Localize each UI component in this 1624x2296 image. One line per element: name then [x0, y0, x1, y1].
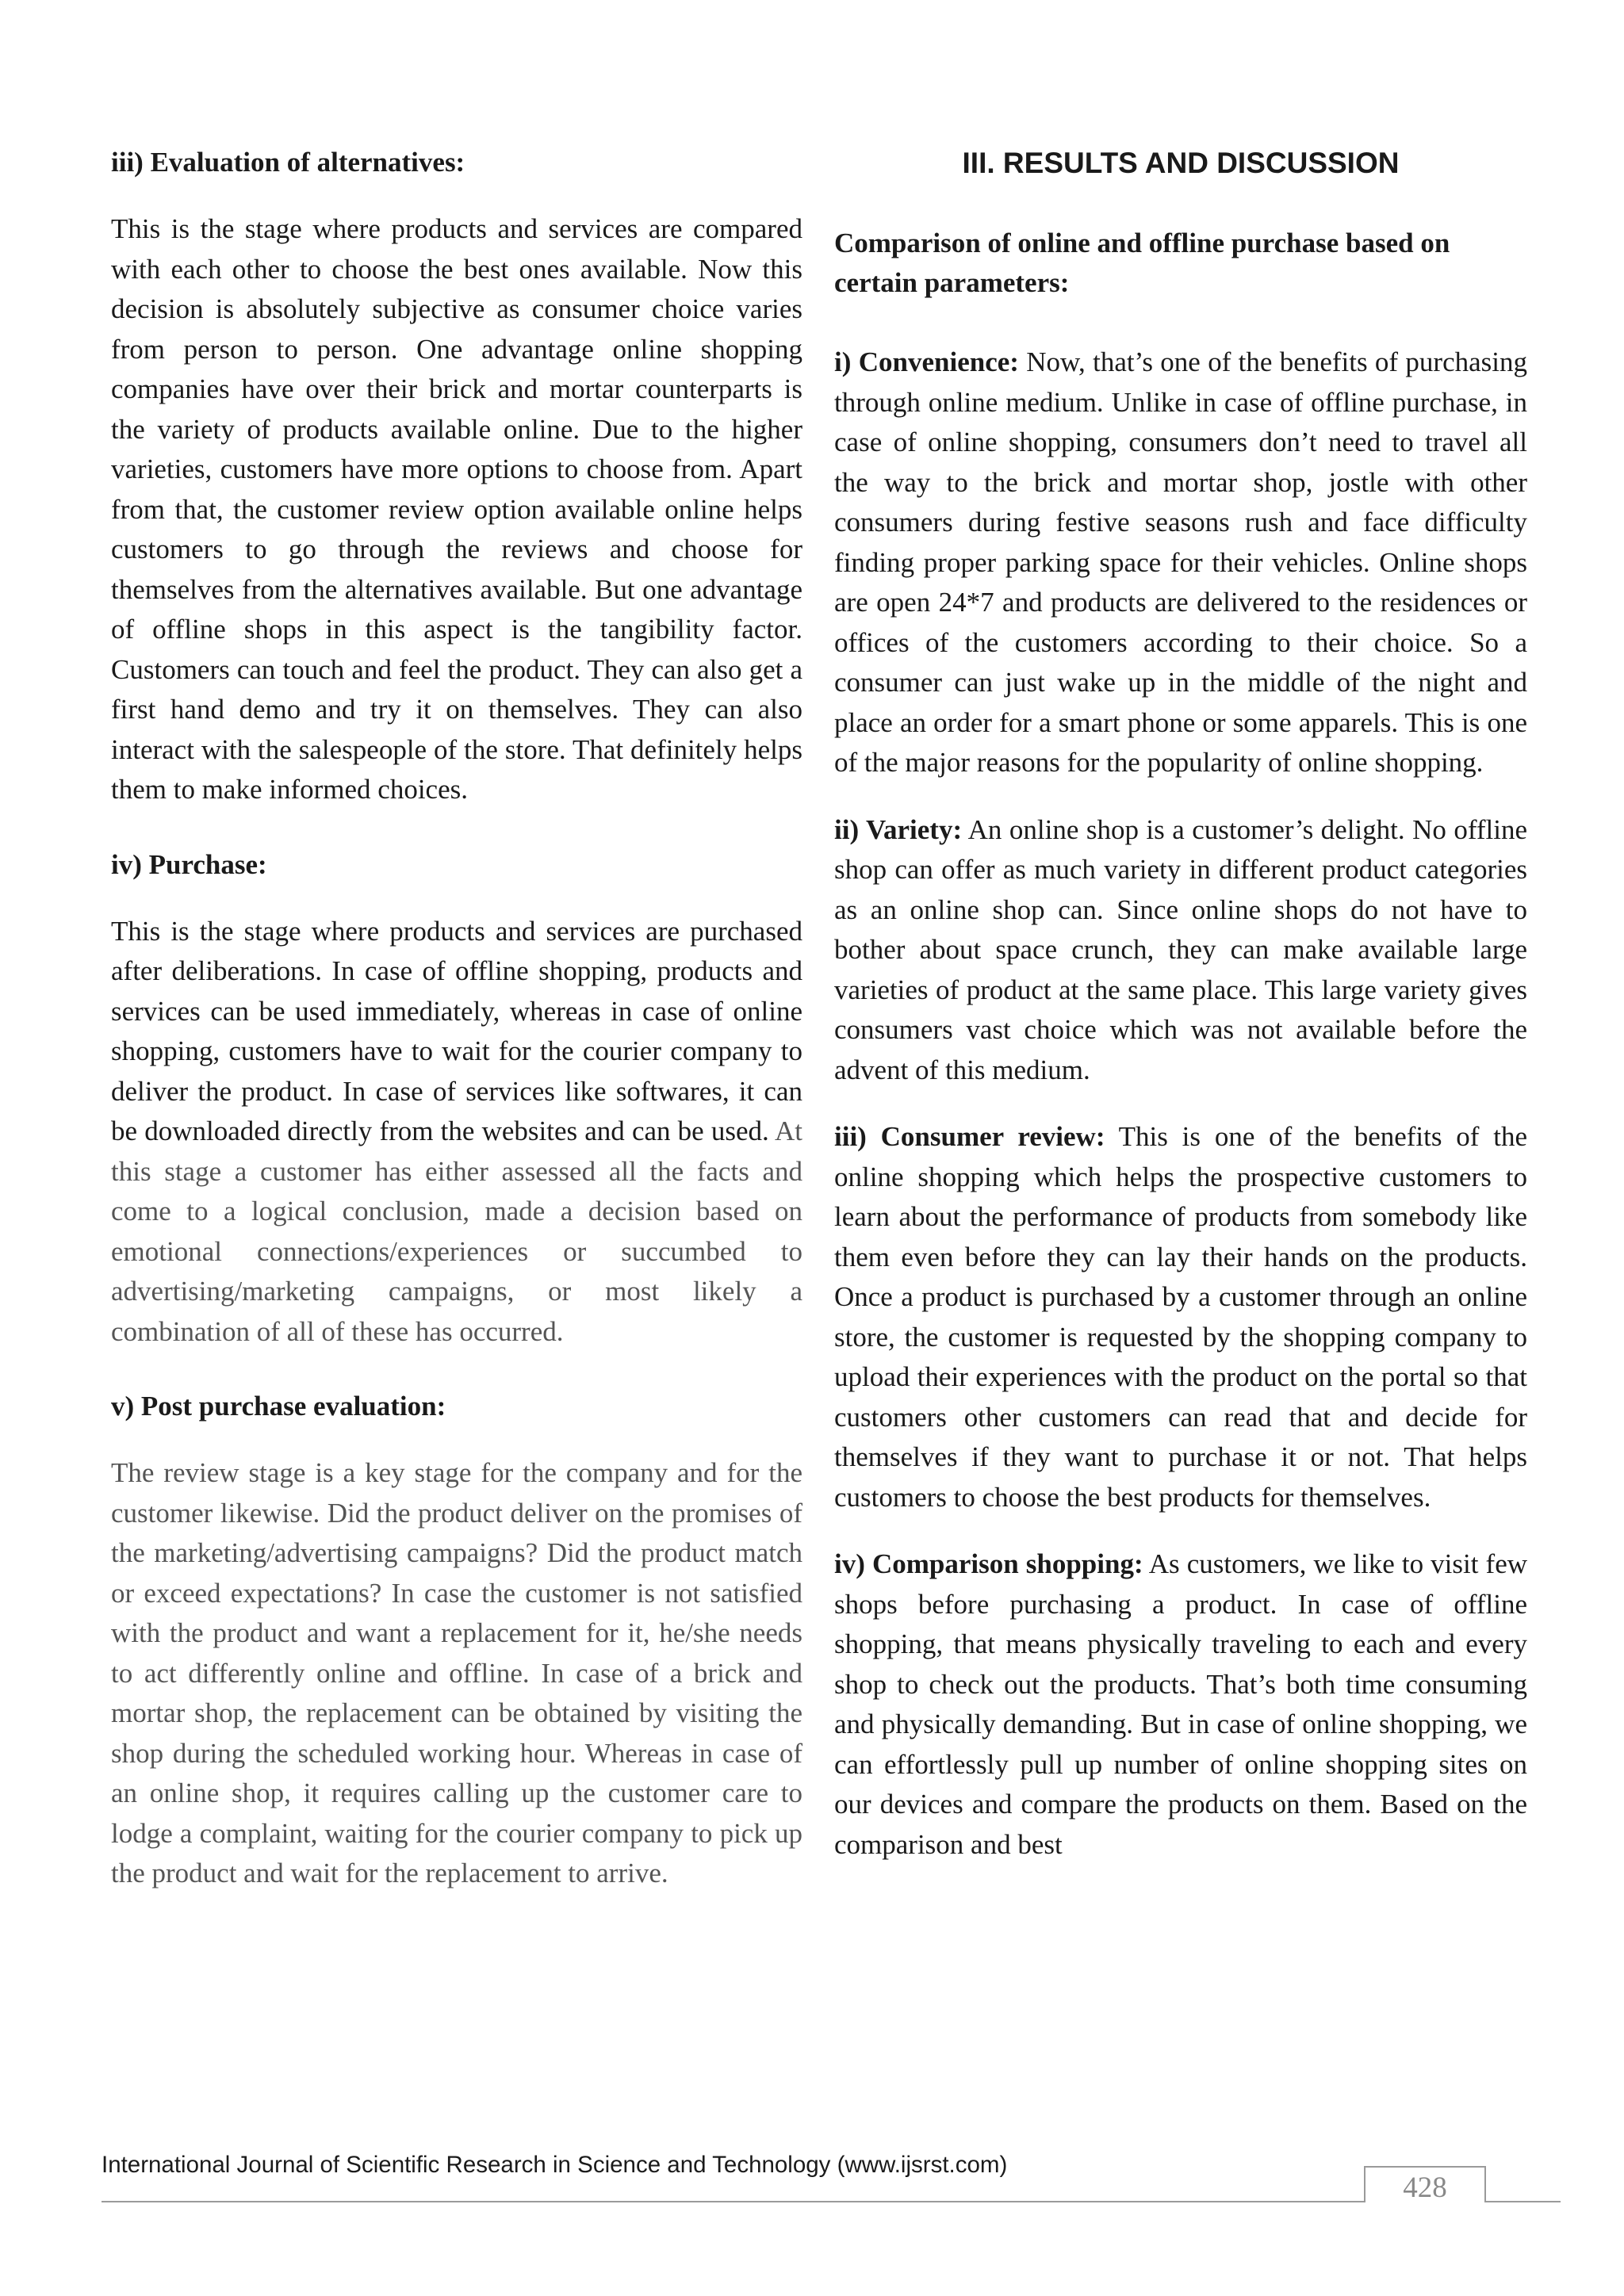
item-comparison-shopping	[834, 1544, 1527, 1865]
left-column	[111, 143, 802, 1894]
item-convenience	[834, 342, 1527, 783]
item-consumer-review-text: This is one of the benefits of the online shopping which helps the prospective customers to learn about the performance of products from somebody like them even before they can lay their hands on the products. Once a product is purchased by a customer through an online store, the customer is requested by the shopping company to upload their experiences with the product on the portal so that customers other customers can read that and decide for themselves if they want to purchase it or not. That helps customers to choose the best products for themselves.	[834, 1121, 1528, 1513]
item-comparison-shopping-text: As customers, we like to visit few shops before purchasing a product. In case of offline shopping, that means physically traveling to each and every shop to check out the products. That’s both time consuming and physically demanding. But in case of online shopping, we can effortlessly pull up number of online shopping sites on our devices and compare the products on them. Based on the comparison and best	[834, 1548, 1528, 1860]
paragraph-evaluation-of-alternatives: This is the stage where products and services are compared with each other to choose the best ones available. Now this decision is absolutely subjective as consumer choice varies from person to person. One advantage online shopping companies have over their brick and mortar counterparts is the variety of products available online. Due to the higher varieties, customers have more options to choose from. Apart from that, the customer review option available online helps customers to go through the reviews and choose for themselves from the alternatives available. But one advantage of offline shops in this aspect is the tangibility factor. Customers can touch and feel the product. They can also get a first hand demo and try it on themselves. They can also interact with the salespeople of the store. That definitely helps them to make informed choices.	[111, 213, 802, 805]
heading-evaluation-of-alternatives: iii) Evaluation of alternatives:	[111, 147, 465, 178]
heading-purchase: iv) Purchase:	[111, 848, 267, 880]
comparison-heading: Comparison of online and offline purchase based on certain parameters:	[834, 228, 1450, 298]
paragraph-purchase-main: This is the stage where products and services are purchased after deliberations. In case of offline shopping, products and services can be used immediately, whereas in case of online shopping, customers have to wait for the courier company to deliver the product. In case of services like softwares, it can be downloaded directly from the websites and can be used.	[111, 915, 802, 1146]
footer-divider	[102, 2201, 1561, 2202]
page-number-box	[1364, 2166, 1486, 2202]
footer-journal-name: International Journal of Scientific Research in Science and Technology (www.ijsrst.com)	[102, 2152, 1008, 2178]
item-variety	[834, 810, 1527, 1091]
item-convenience-text: Now, that’s one of the benefits of purchasing through online medium. Unlike in case of offline purchase, in case of online shopping, consumers don’t need to travel all the way to the brick and mortar shop, jostle with other consumers during festive seasons rush and face difficulty finding proper parking space for their vehicles. Online shops are open 24*7 and products are delivered to the residences or offices of the customers according to their choice. So a consumer can just wake up in the middle of the night and place an order for a smart phone or some apparels. This is one of the major reasons for the popularity of online shopping.	[834, 346, 1527, 778]
paragraph-purchase-gray: At this stage a customer has either assessed all the facts and come to a logical conclusion, made a decision based on emotional connections/experiences or succumbed to advertising/marketing campaigns, or most likely a combination of all of these has occurred.	[111, 1115, 802, 1347]
section-title: III. RESULTS AND DISCUSSION	[962, 147, 1400, 179]
paragraph-purchase	[111, 912, 802, 1353]
item-convenience-label: i) Convenience:	[834, 346, 1019, 377]
item-variety-text: An online shop is a customer’s delight. No offline shop can offer as much variety in different product categories as an online shop can. Since online shops do not have to bother about space crunch, they can make available large varieties of product at the same place. This large variety gives consumers vast choice which was not available before the advent of this medium.	[834, 813, 1527, 1085]
paragraph-post-purchase-evaluation: The review stage is a key stage for the company and for the customer likewise. Did the product deliver on the promises of the marketing/advertising campaigns? Did the product match or exceed expectations? In case the customer is not satisfied with the product and want a replacement for it, he/she needs to act differently online and offline. In case of a brick and mortar shop, the replacement can be obtained by visiting the shop during the scheduled working hour. Whereas in case of an online shop, it requires calling up the customer care to lodge a complaint, waiting for the courier company to pick up the product and wait for the replacement to arrive.	[111, 1457, 802, 1888]
item-variety-label: ii) Variety:	[834, 813, 963, 845]
item-consumer-review	[834, 1117, 1527, 1517]
page-number: 428	[1403, 2172, 1447, 2204]
item-comparison-shopping-label: iv) Comparison shopping:	[834, 1548, 1143, 1579]
item-consumer-review-label: iii) Consumer review:	[834, 1121, 1105, 1152]
heading-post-purchase-evaluation: v) Post purchase evaluation:	[111, 1391, 446, 1422]
right-column	[834, 143, 1527, 1865]
